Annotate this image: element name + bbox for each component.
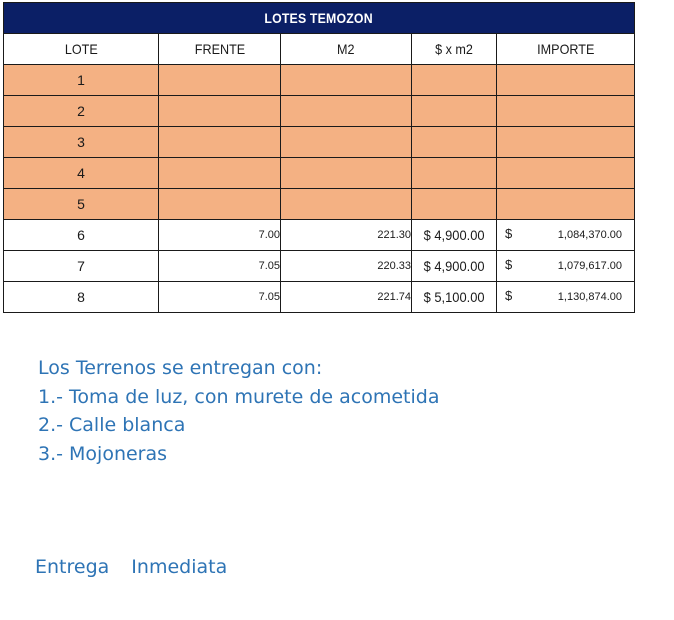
cell-frente [159, 127, 281, 158]
cell-importe [497, 282, 635, 313]
cell-importe [497, 96, 635, 127]
cell-lote: 1 [4, 65, 159, 96]
header-lote: LOTE [4, 34, 159, 65]
table-row [4, 189, 635, 220]
currency-symbol: $ [505, 257, 513, 272]
lotes-sheet [3, 2, 634, 313]
cell-lote: 3 [4, 127, 159, 158]
cell-price [412, 251, 497, 282]
cell-price-value: $ 4,900.00 [423, 227, 485, 243]
cell-lote: 8 [4, 282, 159, 313]
cell-m2 [281, 189, 412, 220]
header-frente: FRENTE [159, 34, 281, 65]
importe-amount: 1,079,617.00 [557, 260, 623, 272]
cell-m2 [281, 127, 412, 158]
cell-frente [159, 189, 281, 220]
table-row [4, 282, 635, 313]
lotes-table [3, 2, 635, 313]
cell-frente: 7.00 [159, 220, 281, 251]
delivery-notes [38, 354, 439, 468]
cell-price-value: $ 5,100.00 [423, 289, 485, 305]
cell-price [412, 220, 497, 251]
header-importe: IMPORTE [497, 34, 635, 65]
header-m2: M2 [281, 34, 412, 65]
importe-amount: 1,084,370.00 [557, 229, 623, 241]
table-row [4, 158, 635, 189]
notes-heading: Los Terrenos se entregan con: [38, 357, 323, 379]
cell-price [412, 96, 497, 127]
table-header-row [4, 34, 635, 65]
table-title-row [4, 3, 635, 34]
cell-price [412, 127, 497, 158]
notes-item: 2.- Calle blanca [38, 414, 186, 436]
currency-symbol: $ [505, 226, 513, 241]
notes-item: 1.- Toma de luz, con murete de acometida [38, 385, 440, 408]
header-price-per-m2: $ x m2 [412, 34, 497, 65]
cell-importe [497, 220, 635, 251]
cell-lote: 5 [4, 189, 159, 220]
table-row [4, 96, 635, 127]
delivery-value: Inmediata [131, 556, 228, 578]
table-title: LOTES TEMOZON [4, 3, 635, 34]
delivery-label: Entrega [35, 556, 110, 578]
cell-importe [497, 251, 635, 282]
cell-importe [497, 127, 635, 158]
cell-frente: 7.05 [159, 282, 281, 313]
table-row [4, 251, 635, 282]
table-row [4, 127, 635, 158]
table-row [4, 220, 635, 251]
cell-importe [497, 65, 635, 96]
cell-importe [497, 189, 635, 220]
delivery-line [35, 556, 227, 578]
cell-m2 [281, 65, 412, 96]
cell-price-value: $ 4,900.00 [423, 258, 485, 274]
cell-price [412, 158, 497, 189]
cell-lote: 2 [4, 96, 159, 127]
cell-importe [497, 158, 635, 189]
cell-m2 [281, 96, 412, 127]
cell-price [412, 189, 497, 220]
cell-lote: 4 [4, 158, 159, 189]
cell-lote: 6 [4, 220, 159, 251]
cell-price [412, 282, 497, 313]
notes-item: 3.- Mojoneras [38, 442, 168, 465]
cell-m2: 220.33 [281, 251, 412, 282]
cell-lote: 7 [4, 251, 159, 282]
cell-m2: 221.74 [281, 282, 412, 313]
cell-frente [159, 158, 281, 189]
cell-frente: 7.05 [159, 251, 281, 282]
currency-symbol: $ [505, 288, 513, 303]
cell-price [412, 65, 497, 96]
cell-m2: 221.30 [281, 220, 412, 251]
cell-frente [159, 65, 281, 96]
importe-amount: 1,130,874.00 [557, 291, 623, 303]
cell-frente [159, 96, 281, 127]
table-row [4, 65, 635, 96]
cell-m2 [281, 158, 412, 189]
